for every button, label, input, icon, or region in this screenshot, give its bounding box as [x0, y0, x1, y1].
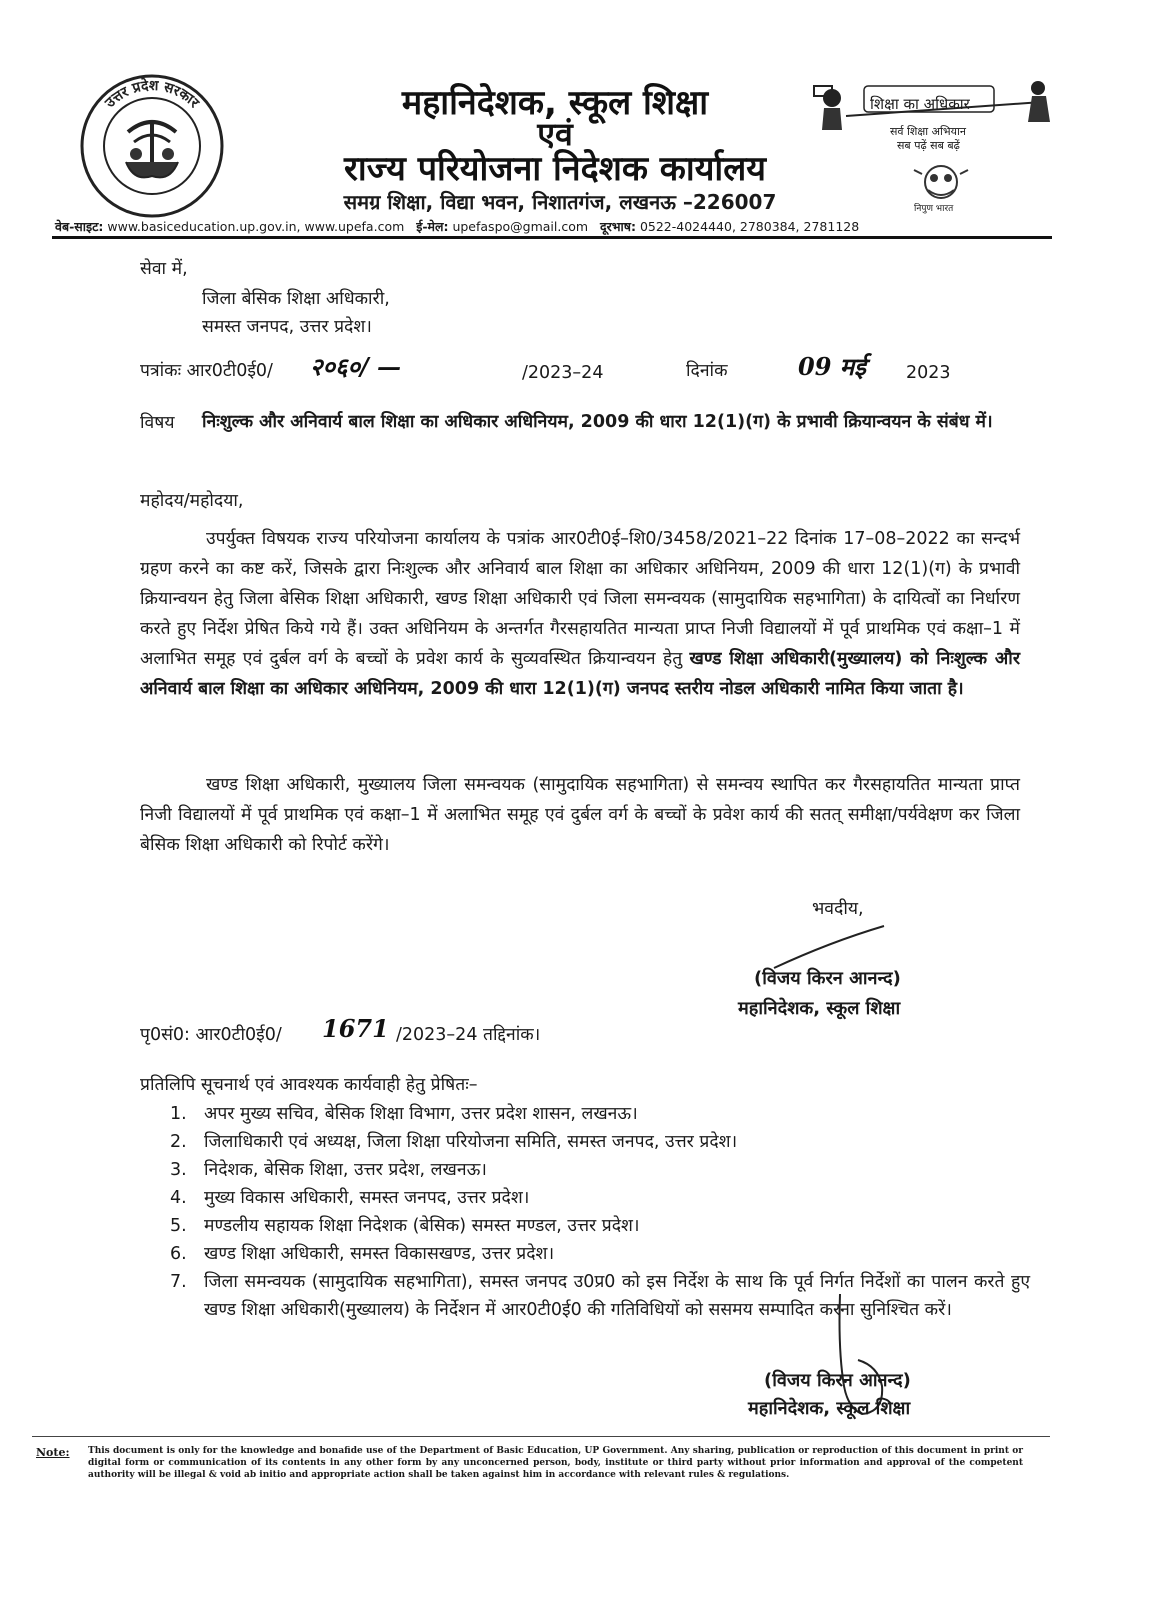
list-item-number: 3.	[170, 1160, 187, 1180]
ref-number-handwritten: २०६०/ —	[310, 352, 402, 381]
website-label: वेब-साइट:	[55, 219, 104, 234]
list-item-text: मण्डलीय सहायक शिक्षा निदेशक (बेसिक) समस्त मण्डल, उत्तर प्रदेश।	[204, 1216, 640, 1236]
date-handwritten: 09 मई	[798, 352, 866, 381]
para1-text: उपर्युक्त विषयक राज्य परियोजना कार्यालय के पत्रांक आर0टी0ई–शि0/3458/2021–22 दिनांक 17–08–2022 का सन्दर्भ ग्रहण करने का कष्ट करें, जिसके द्वारा निःशुल्क और अनिवार्य बाल शिक्षा का अधिकार अधिनियम, 2009 की धारा 12(1)(ग) के प्रभावी क्रियान्वयन हेतु जिला बेसिक शिक्षा अधिकारी, खण्ड शिक्षा अधिकारी एवं जिला समन्वयक (सामुदायिक सहभागिता) के दायित्वों का निर्धारण करते हुए निर्देश प्रेषित किये गये हैं। उक्त अधिनियम के अन्तर्गत गैरसहायतित मान्यता प्राप्त निजी विद्यालयों में पूर्व प्राथमिक एवं कक्षा–1 में अलाभित समूह एवं दुर्बल वर्ग के बच्चों के प्रवेश कार्य के सुव्यवस्थित क्रियान्वयन हेतु	[140, 529, 1020, 669]
header-title-office: राज्य परियोजना निदेशक कार्यालय	[343, 149, 767, 189]
list-item-text: खण्ड शिक्षा अधिकारी, समस्त विकासखण्ड, उत्तर प्रदेश।	[204, 1244, 555, 1264]
ref-label: पत्रांकः आर0टी0ई0/	[140, 361, 273, 381]
list-item-text: निदेशक, बेसिक शिक्षा, उत्तर प्रदेश, लखनऊ।	[204, 1160, 487, 1180]
copy-ref-suffix: /2023–24 तद्दिनांक।	[396, 1025, 541, 1045]
list-item-number: 5.	[170, 1216, 187, 1236]
email-label: ई-मेल:	[416, 219, 449, 234]
subject-label: विषय	[140, 413, 175, 433]
header-title-dg: महानिदेशक, स्कूल शिक्षा	[401, 83, 709, 123]
signature-stroke	[770, 922, 890, 972]
contact-line	[55, 218, 859, 235]
website-value: www.basiceducation.up.gov.in, www.upefa.com	[107, 219, 405, 234]
ssa-label: सर्व शिक्षा अभियान	[890, 125, 966, 138]
list-item	[170, 1184, 1030, 1212]
list-item	[170, 1128, 1030, 1156]
header-address: समग्र शिक्षा, विद्या भवन, निशातगंज, लखनऊ –226007	[343, 190, 777, 214]
seal-text: उत्तर प्रदेश सरकार	[102, 77, 202, 112]
email-value: upefaspo@gmail.com	[452, 219, 589, 234]
to-line-2: समस्त जनपद, उत्तर प्रदेश।	[202, 317, 372, 337]
phone-value: 0522-4024440, 2780384, 2781128	[639, 219, 860, 234]
svg-text:उत्तर प्रदेश सरकार	[101, 77, 202, 112]
to-line-1: जिला बेसिक शिक्षा अधिकारी,	[202, 289, 390, 309]
date-label: दिनांक	[686, 361, 728, 381]
list-item-text: जिला समन्वयक (सामुदायिक सहभागिता), समस्त जनपद उ0प्र0 को इस निर्देश के साथ कि पूर्व निर्गत निर्देशों का पालन करते हुए खण्ड शिक्षा अधिकारी(मुख्यालय) के निर्देशन में आर0टी0ई0 की गतिविधियों को ससमय सम्पादित करना सुनिश्चित करें।	[204, 1272, 1030, 1320]
footer-divider	[32, 1436, 1050, 1437]
para1-bold-text: खण्ड शिक्षा अधिकारी(मुख्यालय) को निःशुल्क और अनिवार्य बाल शिक्षा का अधिकार अधिनियम, 2009 की धारा 12(1)(ग) जनपद स्तरीय नोडल अधिकारी नामित किया जाता है।	[140, 649, 1020, 699]
ref-year: /2023–24	[522, 363, 604, 383]
list-item	[170, 1100, 1030, 1128]
note-label: Note:	[36, 1446, 70, 1459]
list-item	[170, 1268, 1030, 1324]
list-item-text: मुख्य विकास अधिकारी, समस्त जनपद, उत्तर प्रदेश।	[204, 1188, 530, 1208]
date-year: 2023	[906, 363, 951, 383]
nipun-bharat-label: निपुण भारत	[914, 204, 954, 214]
list-item	[170, 1240, 1030, 1268]
list-item-number: 6.	[170, 1244, 187, 1264]
list-item-text: जिलाधिकारी एवं अध्यक्ष, जिला शिक्षा परियोजना समिति, समस्त जनपद, उत्तर प्रदेश।	[204, 1132, 738, 1152]
copy-ref-label: पृ0सं0: आर0टी0ई0/	[140, 1025, 282, 1045]
list-item-number: 2.	[170, 1132, 187, 1152]
copy-ref-handwritten: 1671	[322, 1014, 389, 1043]
list-item	[170, 1212, 1030, 1240]
list-item-number: 7.	[170, 1272, 187, 1292]
ssa-tagline: सब पढ़ें सब बढ़ें	[897, 139, 960, 152]
note-text: This document is only for the knowledge and bonafide use of the Department of Basic Education, UP Government. Any sharing, publication or reproduction of this document in print or digital form or communication of its contents in any other form by any unconcerned person, body, institute or third party without prior information and approval of the competent authority will be illegal & void ab initio and appropriate action shall be taken against him in accordance with relevant rules & regulations.	[88, 1446, 1023, 1480]
phone-label: दूरभाष:	[599, 219, 636, 234]
copy-signatory-name: (विजय किरन आनन्द)	[764, 1370, 911, 1391]
salutation: महोदय/महोदया,	[140, 491, 244, 511]
copy-list	[170, 1100, 1030, 1324]
copy-intro: प्रतिलिपि सूचनार्थ एवं आवश्यक कार्यवाही हेतु प्रेषितः–	[140, 1075, 478, 1095]
body-paragraph-2: खण्ड शिक्षा अधिकारी, मुख्यालय जिला समन्वयक (सामुदायिक सहभागिता) से समन्वय स्थापित कर गैरसहायतित मान्यता प्राप्त निजी विद्यालयों में पूर्व प्राथमिक एवं कक्षा–1 में अलाभित समूह एवं दुर्बल वर्ग के बच्चों के प्रवेश कार्य की सतत् समीक्षा/पर्यवेक्षण कर जिला बेसिक शिक्षा अधिकारी को रिपोर्ट करेंगे।	[140, 775, 1020, 855]
header-divider	[52, 236, 1052, 239]
header-title-evam: एवं	[537, 115, 573, 153]
signatory-name: (विजय किरन आनन्द)	[754, 968, 901, 989]
list-item-number: 1.	[170, 1104, 187, 1124]
signatory-title: महानिदेशक, स्कूल शिक्षा	[738, 998, 901, 1019]
list-item-number: 4.	[170, 1188, 187, 1208]
list-item-text: अपर मुख्य सचिव, बेसिक शिक्षा विभाग, उत्तर प्रदेश शासन, लखनऊ।	[204, 1104, 638, 1124]
body-paragraph-1	[140, 524, 1020, 704]
copy-signatory-title: महानिदेशक, स्कूल शिक्षा	[748, 1398, 911, 1419]
list-item	[170, 1156, 1030, 1184]
closing: भवदीय,	[812, 899, 864, 919]
to-label: सेवा में,	[140, 259, 188, 279]
subject-text: निःशुल्क और अनिवार्य बाल शिक्षा का अधिकार अधिनियम, 2009 की धारा 12(1)(ग) के प्रभावी क्रियान्वयन के संबंध में।	[202, 412, 993, 432]
up-government-seal	[78, 72, 226, 220]
rte-label: शिक्षा का अधिकार	[870, 95, 970, 113]
